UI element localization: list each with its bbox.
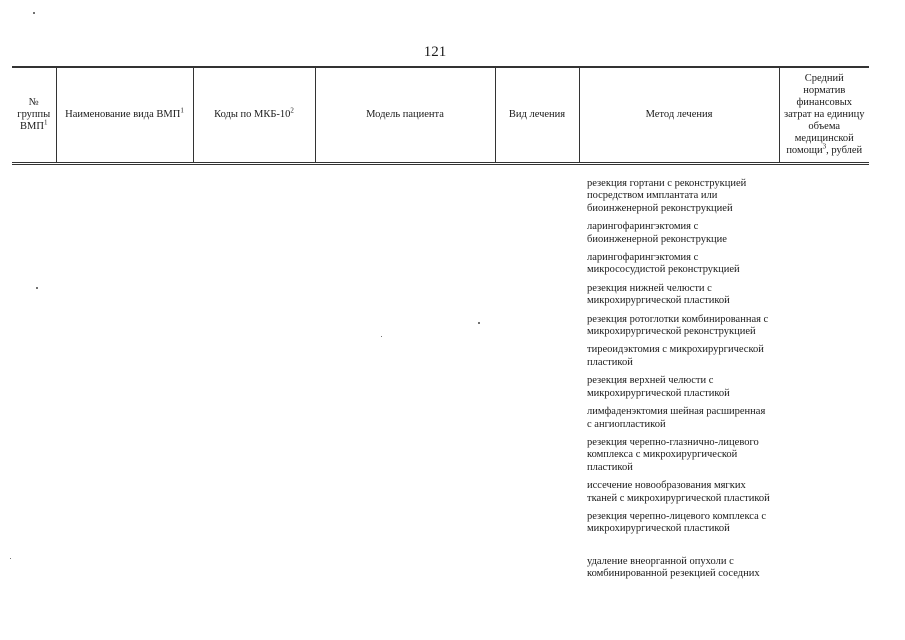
method-entry: резекция черепно-лицевого комплекса с микрохирургической пластикой: [587, 510, 767, 535]
header-treatment-type: Вид лечения: [495, 68, 579, 163]
table-header: [12, 66, 869, 163]
table-divider: [12, 164, 869, 165]
method-entry: резекция гортани с реконструкцией посредством имплантата или биоинженерной реконструкцией: [587, 178, 747, 214]
scan-speck: [33, 12, 35, 14]
treatment-method-list: [587, 178, 792, 587]
header-mkb-codes: Коды по МКБ-$10^2$: [193, 68, 315, 163]
method-entry: резекция верхней челюсти с микрохирургической пластикой: [587, 375, 730, 399]
header-vmp-name: Наименование вида ВМП$^1$: [56, 68, 193, 163]
header-group-number: № группы ВМП$^1$: [12, 68, 56, 163]
scan-speck: [478, 322, 480, 324]
method-entry: резекция черепно-глазнично-лицевого комплекса с микрохирургической пластикой: [587, 436, 759, 473]
scan-speck: [36, 287, 38, 289]
method-entry: резекция ротоглотки комбинированная с микрохирургической реконструкцией: [587, 313, 769, 338]
method-entry: резекция нижней челюсти с микрохирургической пластикой: [587, 282, 730, 307]
scan-speck: [381, 336, 382, 337]
header-average-cost: Средний норматив финансовых затрат на единицу объема медицинской помощи$^3$, рублей: [779, 68, 869, 163]
method-entry: ларингофарингэктомия с биоинженерной реконструкцие: [587, 221, 727, 245]
method-entry: иссечение новообразования мягких тканей с микрохирургической пластикой: [587, 480, 770, 504]
method-entry: удаление внеорганной опухоли с комбинированной резекцией соседних: [587, 555, 760, 580]
header-patient-model: Модель пациента: [315, 68, 495, 163]
scan-speck: [10, 558, 11, 559]
method-entry: ларингофарингэктомия с микрососудистой реконструкцией: [587, 252, 740, 276]
header-treatment-method: Метод лечения: [579, 68, 779, 163]
method-entry: тиреоидэктомия с микрохирургической пластикой: [587, 344, 764, 368]
page-number: 121: [423, 44, 447, 60]
method-entry: лимфаденэктомия шейная расширенная с ангиопластикой: [587, 406, 766, 430]
